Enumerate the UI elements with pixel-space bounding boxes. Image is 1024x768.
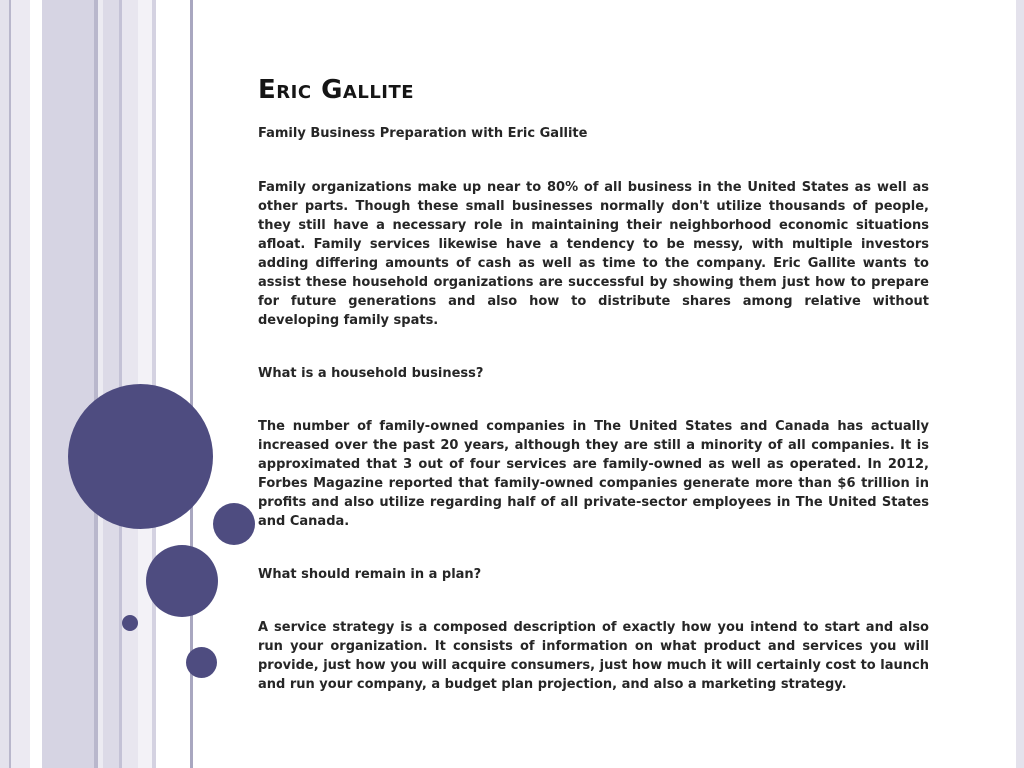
decorative-circle-small: [186, 647, 217, 678]
paragraph-family-organizations: Family organizations make up near to 80% of all business in the United States as well as other parts. Though these small businesses normally don't utilize thousands of people, they still have a necessary role in maintaining their neighborhood economic situations afloat. Family services likewise have a tendency to be messy, with multiple investors adding differing amounts of cash as well as time to the company. Eric Gallite wants to assist these household organizations are successful by showing them just how to prepare for future generations and also how to distribute shares among relative without developing family spats.: [258, 180, 929, 328]
heading-plan-contents: What should remain in a plan?: [258, 567, 482, 582]
stripe-band: [156, 0, 190, 768]
decorative-circle-tiny: [122, 615, 138, 631]
slide-title: Eric Gallite: [258, 75, 415, 105]
stripe-band: [42, 0, 94, 768]
heading-household-business: What is a household business?: [258, 366, 484, 381]
paragraph-service-strategy: A service strategy is a composed description of exactly how you intend to start and also run your organization. It consists of information on what product and services you will provide, just how you will acquire consumers, just how much it will certainly cost to launch and run your company, a budget plan projection, and also a marketing strategy.: [258, 620, 929, 692]
slide-content: [258, 70, 929, 694]
stripe-band: [11, 0, 30, 768]
decorative-circle-small: [213, 503, 255, 545]
paragraph-family-owned-companies: The number of family-owned companies in The United States and Canada has actually increased over the past 20 years, although they are still a minority of all companies. It is approximated that 3 out of four services are family-owned as well as operated. In 2012, Forbes Magazine reported that family-owned companies generate more than $6 trillion in profits and also utilize regarding half of all private-sector employees in The United States and Canada.: [258, 419, 929, 529]
decorative-circle-medium: [146, 545, 218, 617]
decorative-stripes: [0, 0, 200, 768]
right-edge-stripe: [1016, 0, 1024, 768]
stripe-band: [103, 0, 119, 768]
stripe-band: [0, 0, 9, 768]
stripe-band: [30, 0, 42, 768]
slide-subtitle: Family Business Preparation with Eric Gallite: [258, 126, 588, 141]
decorative-circle-large: [68, 384, 213, 529]
